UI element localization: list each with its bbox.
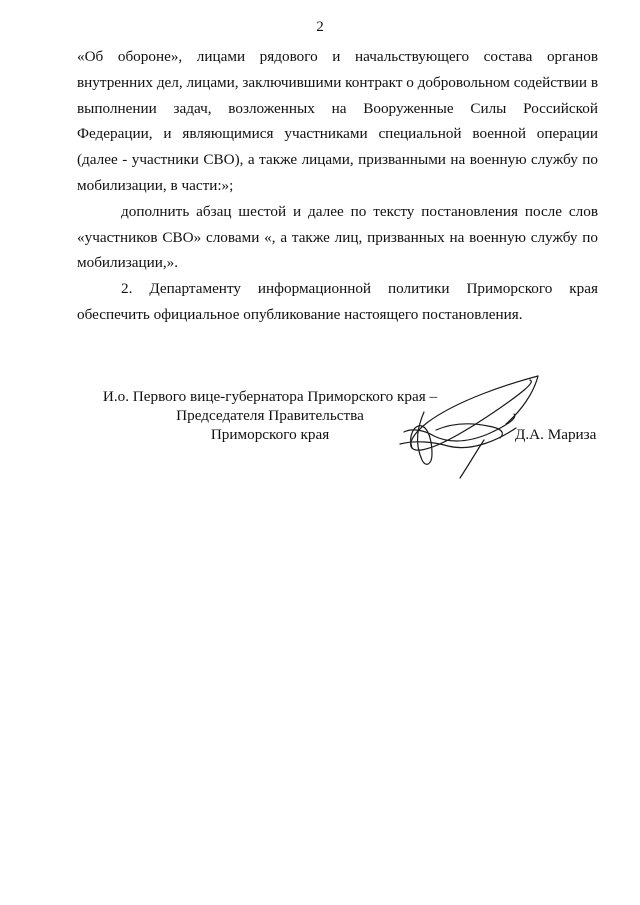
signatory-name: Д.А. Мариза (515, 426, 597, 443)
signatory-title-line-2: Председателя Правительства (176, 407, 364, 424)
signatory-title-line-1: И.о. Первого вице-губернатора Приморского края – (102, 388, 438, 405)
signatory-title-line-3: Приморского края (210, 426, 330, 443)
paragraph-amendment: дополнить абзац шестой и далее по тексту постановления после слов «участников СВО» словами «, а также лиц, призванных на военную службу по мобилизации,». (77, 202, 598, 272)
page-number: 2 (316, 19, 324, 35)
handwritten-signature (388, 370, 548, 485)
paragraph-item-2: 2. Департаменту информационной политики Приморского края обеспечить официальное опубликование настоящего постановления. (77, 280, 598, 323)
paragraph-continuation: «Об обороне», лицами рядового и начальствующего состава органов внутренних дел, лицами, заключившими контракт о добровольном содействии в выполнении задач, возложенных на Вооруженные Силы Российской Федерации, и являющимися участниками специальной военной операции (далее - участники СВО), а также лицами, призванными на военную службу по мобилизации, в части:»; (77, 48, 598, 194)
document-body (77, 44, 598, 328)
